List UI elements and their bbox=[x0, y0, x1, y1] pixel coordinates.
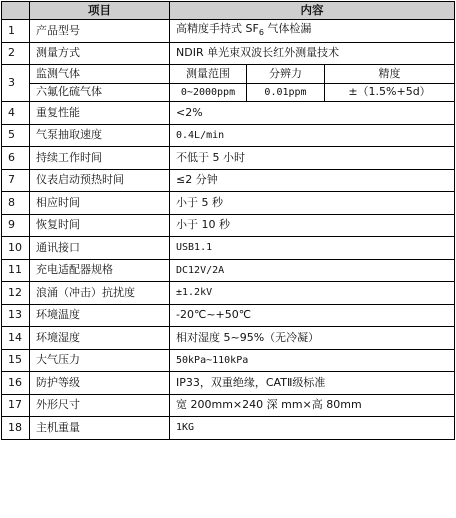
row-item: 恢复时间 bbox=[30, 214, 170, 237]
table-row bbox=[2, 394, 455, 417]
row-item: 环境温度 bbox=[30, 304, 170, 327]
spec-table bbox=[1, 1, 455, 440]
row-item: 外形尺寸 bbox=[30, 394, 170, 417]
row-content: 0.4L/min bbox=[170, 124, 455, 147]
row-item: 气泵抽取速度 bbox=[30, 124, 170, 147]
row-number: 17 bbox=[2, 394, 30, 417]
value-accuracy: ±（1.5%+5d） bbox=[325, 83, 455, 102]
row-number: 18 bbox=[2, 417, 30, 440]
row-item: 持续工作时间 bbox=[30, 147, 170, 170]
row-content: 相对湿度 5~95%（无冷凝） bbox=[170, 327, 455, 350]
row-content: 小于 5 秒 bbox=[170, 192, 455, 215]
row-item: 重复性能 bbox=[30, 102, 170, 125]
row-number: 10 bbox=[2, 237, 30, 260]
header-content: 内容 bbox=[170, 2, 455, 20]
row-item-monitor-gas: 监测气体 bbox=[30, 65, 170, 84]
row-item: 大气压力 bbox=[30, 349, 170, 372]
row-content: 1KG bbox=[170, 417, 455, 440]
value-range: 0~2000ppm bbox=[170, 83, 247, 102]
table-row bbox=[2, 83, 455, 102]
table-row bbox=[2, 237, 455, 260]
row-item: 主机重量 bbox=[30, 417, 170, 440]
table-row bbox=[2, 349, 455, 372]
row-number: 3 bbox=[2, 65, 30, 102]
row-item: 浪涌（冲击）抗扰度 bbox=[30, 282, 170, 305]
row-content: 50kPa~110kPa bbox=[170, 349, 455, 372]
row-number: 9 bbox=[2, 214, 30, 237]
row-item: 仪表启动预热时间 bbox=[30, 169, 170, 192]
row-number: 16 bbox=[2, 372, 30, 395]
row-number: 6 bbox=[2, 147, 30, 170]
row-number: 15 bbox=[2, 349, 30, 372]
value-resolution: 0.01ppm bbox=[247, 83, 325, 102]
table-row bbox=[2, 124, 455, 147]
row-item: 测量方式 bbox=[30, 42, 170, 65]
table-row bbox=[2, 20, 455, 43]
table-row bbox=[2, 147, 455, 170]
row-content: 小于 10 秒 bbox=[170, 214, 455, 237]
table-row bbox=[2, 282, 455, 305]
row-number: 8 bbox=[2, 192, 30, 215]
row-content: NDIR 单光束双波长红外测量技术 bbox=[170, 42, 455, 65]
row-number: 4 bbox=[2, 102, 30, 125]
subheader-range: 测量范围 bbox=[170, 65, 247, 84]
table-row bbox=[2, 65, 455, 84]
table-row bbox=[2, 214, 455, 237]
table-row bbox=[2, 304, 455, 327]
table-row bbox=[2, 42, 455, 65]
table-row bbox=[2, 417, 455, 440]
header-item: 项目 bbox=[30, 2, 170, 20]
table-row bbox=[2, 102, 455, 125]
row-content: ±1.2kV bbox=[170, 282, 455, 305]
table-row bbox=[2, 372, 455, 395]
row-content: 不低于 5 小时 bbox=[170, 147, 455, 170]
row-number: 7 bbox=[2, 169, 30, 192]
row-content: 高精度手持式 $SF_6$ 气体检漏 bbox=[170, 20, 455, 43]
row-content: <2% bbox=[170, 102, 455, 125]
row-number: 2 bbox=[2, 42, 30, 65]
row-number: 5 bbox=[2, 124, 30, 147]
table-row bbox=[2, 327, 455, 350]
table-header-row bbox=[2, 2, 455, 20]
row-content: ≤2 分钟 bbox=[170, 169, 455, 192]
row-content: DC12V/2A bbox=[170, 259, 455, 282]
subheader-accuracy: 精度 bbox=[325, 65, 455, 84]
row-content: -20℃~+50℃ bbox=[170, 304, 455, 327]
subheader-resolution: 分辨力 bbox=[247, 65, 325, 84]
row-item: 相应时间 bbox=[30, 192, 170, 215]
spec-table-container bbox=[1, 1, 454, 516]
row-content: 宽 200mm×240 深 mm×高 80mm bbox=[170, 394, 455, 417]
header-number-cell bbox=[2, 2, 30, 20]
table-row bbox=[2, 192, 455, 215]
row-number: 12 bbox=[2, 282, 30, 305]
table-row bbox=[2, 169, 455, 192]
row-item-sf6-gas: 六氟化硫气体 bbox=[30, 83, 170, 102]
row-item: 充电适配器规格 bbox=[30, 259, 170, 282]
row-number: 13 bbox=[2, 304, 30, 327]
row-item: 防护等级 bbox=[30, 372, 170, 395]
row-content: USB1.1 bbox=[170, 237, 455, 260]
row-item: 环境湿度 bbox=[30, 327, 170, 350]
row-number: 1 bbox=[2, 20, 30, 43]
row-item: 产品型号 bbox=[30, 20, 170, 43]
row-number: 11 bbox=[2, 259, 30, 282]
table-row bbox=[2, 259, 455, 282]
row-item: 通讯接口 bbox=[30, 237, 170, 260]
row-number: 14 bbox=[2, 327, 30, 350]
row-content: IP33，双重绝缘，CATⅡ级标准 bbox=[170, 372, 455, 395]
